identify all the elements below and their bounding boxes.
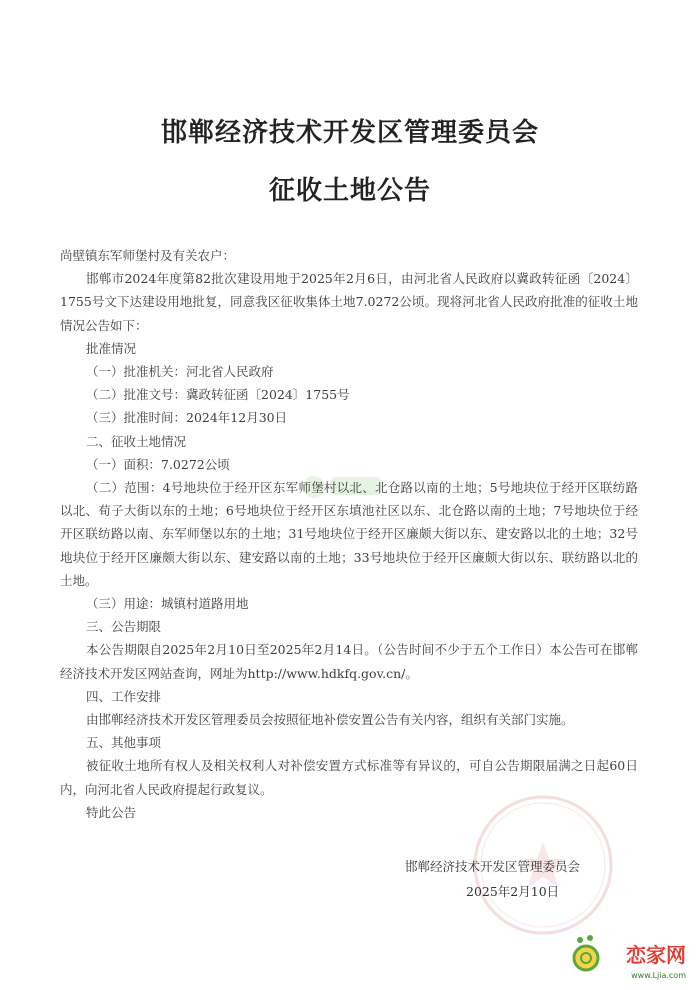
page-title: 邯郸经济技术开发区管理委员会 (160, 118, 539, 148)
section-heading-other: 五、其他事项 (86, 735, 162, 751)
land-scope: （二）范围：4号地块位于经开区东军师堡村以北、北仓路以南的土地；5号地块位于经开区联纺路以北、荀子大街以东的土地；6号地块位于经开区东填池社区以东、北仓路以南的土地；7号地块位于经开区联纺路以南、东军师堡以东的土地；31号地块位于经开区廉颇大街以东、建安路以北的土地；32号地块位于经开区廉颇大街以东、建安路以南的土地；33号地块位于经开区廉颇大街以东、联纺路以北的土地。 (60, 480, 638, 588)
section-heading-period: 三、公告期限 (86, 619, 162, 635)
signature-date: 2025年2月10日 (466, 884, 560, 899)
approval-date: （三）批准时间：2024年12月30日 (86, 410, 288, 426)
intro-paragraph: 邯郸市2024年度第82批次建设用地于2025年2月6日，由河北省人民政府以冀政转征函〔2024〕1755号文下达建设用地批复，同意我区征收集体土地7.0272公顷。现将河北省人民政府批准的征收土地情况公告如下： (60, 271, 638, 333)
approval-authority: （一）批准机关：河北省人民政府 (86, 364, 274, 380)
signature-organization: 邯郸经济技术开发区管理委员会 (405, 859, 581, 874)
addressee: 尚壁镇东军师堡村及有关农户： (60, 248, 236, 263)
site-logo-text: 恋家网 (626, 943, 686, 967)
notice-body (60, 244, 638, 824)
section-heading-work: 四、工作安排 (86, 688, 162, 704)
land-usage: （三）用途：城镇村道路用地 (86, 596, 249, 612)
closing-text: 特此公告 (86, 804, 137, 820)
section-heading-approval: 批准情况 (86, 340, 137, 356)
other-paragraph: 被征收土地所有权人及相关权利人对补偿安置方式标准等有异议的，可自公告期限届满之日起60日内，向河北省人民政府提起行政复议。 (60, 758, 638, 797)
section-heading-land: 二、征收土地情况 (86, 433, 187, 449)
site-logo-url[interactable]: www.Ljia.com (631, 971, 686, 980)
page-subtitle: 征收土地公告 (268, 176, 431, 206)
land-area: （一）面积：7.0272公顷 (86, 456, 230, 472)
period-paragraph: 本公告期限自2025年2月10日至2025年2月14日。（公告时间不少于五个工作日）本公告可在邯郸经济技术开发区网站查询，网址为http://www.hdkfq.gov.cn/。 (60, 642, 638, 681)
approval-document-number: （二）批准文号：冀政转征函〔2024〕1755号 (86, 387, 350, 403)
work-paragraph: 由邯郸经济技术开发区管理委员会按照征地补偿安置公告有关内容，组织有关部门实施。 (86, 712, 574, 728)
